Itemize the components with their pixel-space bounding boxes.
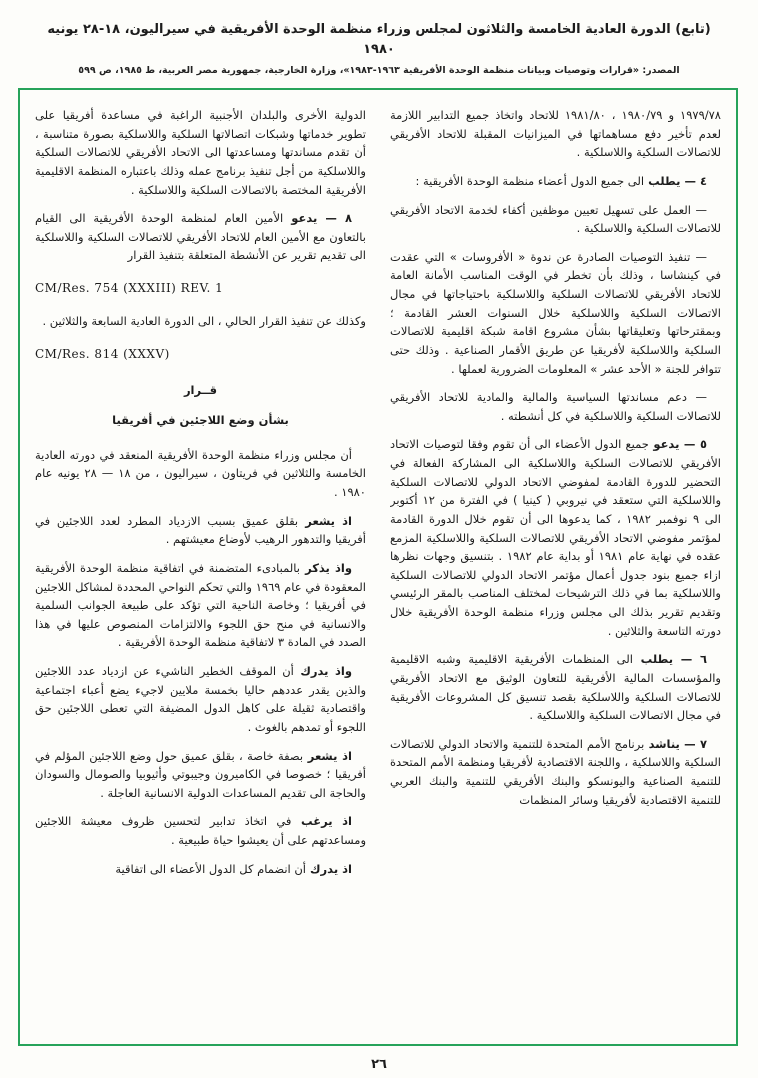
- paragraph: اذ يرغب في اتخاذ تدابير لتحسين ظروف معيشة اللاجئين ومساعدتهم على أن يعيشوا حياة طبيعية .: [35, 814, 366, 847]
- paragraph-lead: اذ يشعر: [298, 513, 352, 528]
- paragraph: اذ يشعر بصفة خاصة ، بقلق عميق حول وضع اللاجئين المؤلم في أفريقيا ؛ خصوصا في الكاميرون وجيبوتي وأثيوبيا والصومال والسودان والحاجة الى تقديم المساعدات الدولية الانسانية العاجلة .: [35, 748, 366, 800]
- paragraph: واذ يدرك أن الموقف الخطير الناشيء عن ازدياد عدد اللاجئين والذين يقدر عددهم حاليا بخمسة ملايين لاجيء يضع أعباء اجتماعية واقتصادية ثقيلة على كاهل الدول المضيفة التي تعطى اللاجئين حق اللجوء أو تمدهم بالغوث .: [35, 664, 366, 734]
- column-left: [35, 106, 366, 1034]
- paragraph: ٤ — يطلب الى جميع الدول أعضاء منظمة الوحدة الأفريقية :: [415, 173, 707, 188]
- paragraph: ٦ — يطلب الى المنظمات الأفريقية الاقليمية وشبه الاقليمية والمؤسسات المالية الأفريقية للتعاون الوثيق مع الاتحاد الأفريقي للاتصالات السلكية واللاسلكية بقصد تنسيق كل المشروعات الأفريقية في مجال الاتصالات السلكية واللاسلكية .: [390, 652, 721, 723]
- paragraph-lead: اذ يرغب: [291, 814, 353, 829]
- paragraph: اذ يدرك أن انضمام كل الدول الأعضاء الى اتفاقية: [115, 861, 352, 876]
- paragraph: — تنفيذ التوصيات الصادرة عن ندوة « الأفروسات » التي عقدت في كينشاسا ، وذلك بأن تخطر في الوقت المناسب الأمانة العامة للاتحاد الأفريقي للاتصالات السلكية واللاسلكية باحتياجاتها في مجال الاتصالات السلكية واللاسلكية خلال السنوات العشر القادمة ؛ وبمقترحاتها وتعليقاتها بشأن مشروع اقامة شبكة اقليمية للاتصالات السلكية واللاسلكية لأفريقيا عن طريق الأقمار الصناعية . وذلك حتى تتوافر للجنة « الأحد عشر » المعلومات الضرورية لعملها .: [390, 249, 721, 376]
- paragraph-lead: ٤ — يطلب: [644, 173, 707, 188]
- column-right: [390, 106, 721, 1034]
- paragraph: CM/Res. 814 (XXXV): [35, 347, 170, 362]
- paragraph: — دعم مساندتها السياسية والمالية والمادية للاتحاد الأفريقي للاتصالات السلكية واللاسلكية في كل أنشطته .: [390, 390, 721, 423]
- paragraph: اذ يشعر بقلق عميق بسبب الازدياد المطرد لعدد اللاجئين في أفريقيا والتدهور الرهيب لأوضاع معيشتهم .: [35, 513, 366, 547]
- page-number: ٢٦: [371, 1057, 387, 1072]
- paragraph-lead: اذ يشعر: [303, 748, 352, 763]
- paragraph-lead: ٦ — يطلب: [632, 652, 707, 667]
- page-header: [0, 0, 758, 76]
- page-footer: [0, 1053, 758, 1072]
- paragraph-lead: ٥ — يدعو: [648, 437, 707, 452]
- paragraph: ٧ — يناشد برنامج الأمم المتحدة للتنمية والاتحاد الدولي للاتصالات السلكية واللاسلكية ، واللجنة الاقتصادية لأفريقيا ومنظمة الأمم المتحدة للتنمية الصناعية واليونسكو والبنك الأفريقي للتنمية والبنك العربي للتنمية الاقتصادية لأفريقيا وسائر المنظمات: [390, 736, 721, 807]
- paragraph-lead: اذ يدرك: [306, 861, 352, 876]
- paragraph-lead: ٧ — يناشد: [644, 736, 707, 751]
- paragraph: CM/Res. 754 (XXXIII) REV. 1: [35, 281, 224, 295]
- paragraph-lead: واذ يدرك: [293, 664, 352, 678]
- paragraph: وكذلك عن تنفيذ القرار الحالي ، الى الدورة العادية السابعة والثلاثين .: [42, 314, 366, 329]
- paragraph: قــرار: [183, 382, 218, 397]
- paragraph: واذ يذكر بالمبادىء المتضمنة في اتفاقية منظمة الوحدة الأفريقية المعقودة في عام ١٩٦٩ والتي تحكم النواحي المحددة لمشاكل اللاجئين في أفريقيا ؛ وخاصة الناحية التي تؤكد على طبيعة الجوانب السلمية والانسانية في منح حق اللجوء والالتزامات المنصوص عليها في هذا الصدد في المادة ٣ لاتفاقية منظمة الوحدة الأفريقية .: [35, 560, 366, 650]
- header-title: (تابع) الدورة العادية الخامسة والثلاثون لمجلس وزراء منظمة الوحدة الأفريقية في سيراليون، ١٨-٢٨ يونيه ١٩٨٠: [47, 22, 711, 57]
- paragraph: الدولية الأخرى والبلدان الأجنبية الراغبة في مساعدة أفريقيا على تطوير خدماتها وشبكات اتصالاتها السلكية واللاسلكية بصورة متناسبة ، أن تقدم مساندتها ومساعدتها الى الاتحاد الأفريقي للاتصالات السلكية واللاسلكية من أجل تنفيذ برنامج عمله وذلك باعتباره المنظمة الاقليمية الأفريقية المختصة بالاتصالات السلكية واللاسلكية .: [35, 108, 366, 197]
- paragraph-lead: واذ يذكر: [299, 560, 352, 575]
- paragraph: — العمل على تسهيل تعيين موظفين أكفاء لخدمة الاتحاد الأفريقي للاتصالات السلكية واللاسلكية .: [390, 202, 721, 236]
- paragraph: ١٩٧٩/٧٨ و ١٩٨٠/٧٩ ، ١٩٨١/٨٠ للاتحاد واتخاذ جميع التدابير اللازمة لعدم تأخير دفع مساهماتها في الميزانيات المقبلة للاتحاد الأفريقي للاتصالات السلكية واللاسلكية .: [390, 108, 721, 160]
- paragraph: أن مجلس وزراء منظمة الوحدة الأفريقية المنعقد في دورته العادية الخامسة والثلاثين في فريتاون ، سيراليون ، من ١٨ — ٢٨ يونيه عام ١٩٨٠ .: [35, 447, 366, 499]
- content-frame: [18, 88, 738, 1046]
- paragraph: بشأن وضع اللاجئين في أفريقيا: [112, 413, 289, 428]
- header-source-line: المصدر: «قرارات وتوصيات وبيانات منظمة الوحدة الأفريقية ١٩٦٣-١٩٨٣»، وزارة الخارجية، جمهورية مصر العربية، ط ١٩٨٥، ص ٥٩٩: [78, 65, 680, 76]
- paragraph: ٨ — يدعو الأمين العام لمنظمة الوحدة الأفريقية الى القيام بالتعاون مع الأمين العام للاتحاد الأفريقي للاتصالات السلكية واللاسلكية الى تقديم تقرير عن الأنشطة المتعلقة بتنفيذ القرار: [35, 211, 366, 263]
- paragraph: ٥ — يدعو جميع الدول الأعضاء الى أن تقوم وفقا لتوصيات الاتحاد الأفريقي للاتصالات السلكية واللاسلكية الى المشاركة الفعالة في التحضير للدورة القادمة لمفوضي الاتحاد الدولي للاتصالات السلكية واللاسلكية التي ستعقد في نيروبي ( كينيا ) في الفترة من ١٢ أكتوبر الى ٩ نوفمبر ١٩٨٢ ، كما يدعوها الى أن تقوم خلال الدورة القادمة لمؤتمر مفوضي الاتحاد الأفريقي للاتصالات السلكية واللاسلكية المزمع عقده في نهاية عام ١٩٨١ أو بداية عام ١٩٨٢ . بتنسيق وجهات نظرها ازاء جميع بنود جدول أعمال مؤتمر الاتحاد الدولي للاتصالات السلكية واللاسلكية بما في ذلك الترشيحات لمختلف المناصب بالمقر الرئيسي وتقديم تقرير بذلك الى مجلس وزراء منظمة الوحدة الأفريقية خلال دورته التاسعة والثلاثين .: [390, 437, 721, 638]
- paragraph-lead: ٨ — يدعو: [283, 211, 352, 226]
